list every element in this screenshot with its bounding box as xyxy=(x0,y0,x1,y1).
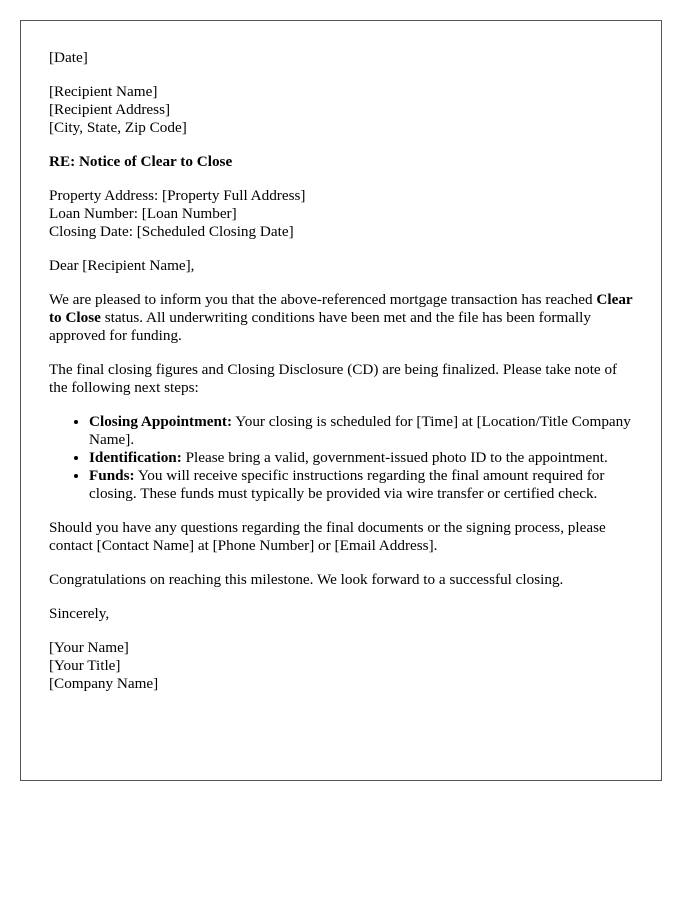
letter-subject: RE: Notice of Clear to Close xyxy=(49,153,233,170)
recipient-name: [Recipient Name] xyxy=(49,83,158,100)
loan-details-block xyxy=(49,187,633,241)
letter-closing: Sincerely, xyxy=(49,605,110,622)
list-item-identification xyxy=(89,449,633,467)
loan-number-line: Loan Number: [Loan Number] xyxy=(49,205,237,222)
letter-date: [Date] xyxy=(49,49,88,66)
paragraph-congratulations: Congratulations on reaching this milestone. We look forward to a successful closing. xyxy=(49,571,564,588)
recipient-city-state-zip: [City, State, Zip Code] xyxy=(49,119,187,136)
paragraph-next-steps-intro: The final closing figures and Closing Disclosure (CD) are being finalized. Please take note of the following next steps: xyxy=(49,361,618,396)
step-text: Your closing is scheduled for [Time] at [Location/Title Company Name]. xyxy=(89,413,631,448)
signature-title: [Your Title] xyxy=(49,657,121,674)
property-address-line: Property Address: [Property Full Address] xyxy=(49,187,306,204)
salutation-block xyxy=(49,257,633,275)
paragraph-clear-to-close xyxy=(49,291,633,345)
letter-document xyxy=(20,20,662,781)
step-label: Funds: xyxy=(89,467,135,484)
step-label: Closing Appointment: xyxy=(89,413,233,430)
signature-company: [Company Name] xyxy=(49,675,159,692)
letter-salutation: Dear [Recipient Name], xyxy=(49,257,195,274)
subject-block xyxy=(49,153,633,171)
closing-block xyxy=(49,605,633,623)
recipient-address: [Recipient Address] xyxy=(49,101,171,118)
paragraph1-before: We are pleased to inform you that the above-referenced mortgage transaction has reached xyxy=(49,291,597,308)
step-text: Please bring a valid, government-issued photo ID to the appointment. xyxy=(181,449,608,466)
closing-date-line: Closing Date: [Scheduled Closing Date] xyxy=(49,223,294,240)
step-text: You will receive specific instructions regarding the final amount required for closing. These funds must typically be provided via wire transfer or certified check. xyxy=(89,467,605,502)
letter-date-block xyxy=(49,49,633,67)
paragraph1-after: status. All underwriting conditions have been met and the file has been formally approved for funding. xyxy=(49,309,591,344)
list-item-closing-appointment xyxy=(89,413,633,449)
next-steps-list xyxy=(49,413,633,503)
list-item-funds xyxy=(89,467,633,503)
paragraph1-bold: Clear to Close xyxy=(49,291,633,326)
recipient-block xyxy=(49,83,633,137)
paragraph-questions: Should you have any questions regarding the final documents or the signing process, please contact [Contact Name] at [Phone Number] or [Email Address]. xyxy=(49,519,606,554)
step-label: Identification: xyxy=(89,449,182,466)
signature-block xyxy=(49,639,633,693)
signature-name: [Your Name] xyxy=(49,639,129,656)
